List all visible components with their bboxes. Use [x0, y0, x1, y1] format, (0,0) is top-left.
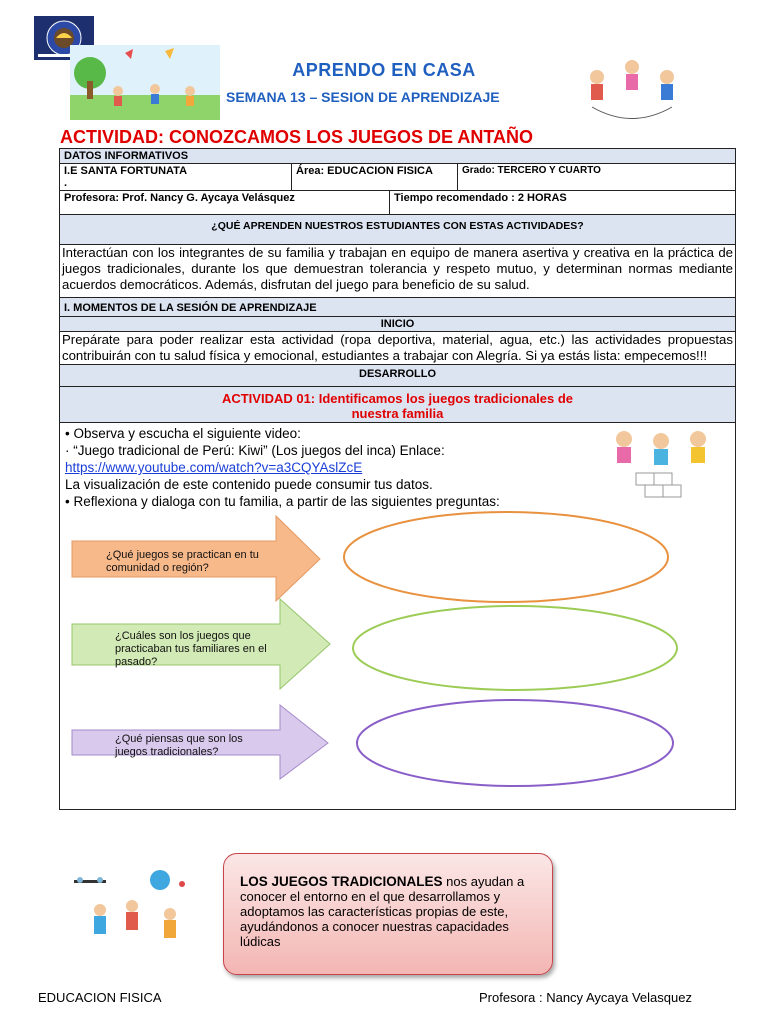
desarrollo-label: DESARROLLO: [60, 365, 736, 387]
activity-title: ACTIVIDAD: CONOZCAMOS LOS JUEGOS DE ANTAÑO: [60, 127, 534, 147]
data-usage-note: La visualización de este contenido puede consumir tus datos.: [65, 477, 433, 492]
footer-subject: EDUCACION FISICA: [38, 990, 162, 1005]
callout-bold: LOS JUEGOS TRADICIONALES: [240, 874, 443, 889]
area-cell: Área: EDUCACION FISICA: [292, 164, 458, 191]
grade-cell: Grado: TERCERO Y CUARTO: [458, 164, 736, 191]
video-link[interactable]: https://www.youtube.com/watch?v=a3CQYAslZcE: [65, 460, 363, 475]
moments-heading: I. MOMENTOS DE LA SESIÓN DE APRENDIZAJE: [60, 298, 736, 317]
reflect-bullet: • Reflexiona y dialoga con tu familia, a partir de las siguientes preguntas:: [65, 494, 500, 509]
activity-content: [60, 423, 736, 810]
answer-oval-2: [353, 606, 677, 690]
activity01-heading: [60, 387, 736, 423]
kids-ball-image: [70, 866, 190, 961]
datos-informativos-heading: DATOS INFORMATIVOS: [60, 149, 736, 164]
school-name: I.E SANTA FORTUNATA: [64, 165, 188, 177]
school-dot: .: [64, 177, 68, 189]
session-table: [59, 148, 736, 810]
footer-teacher: Profesora : Nancy Aycaya Velasquez: [479, 990, 692, 1005]
page-subtitle: SEMANA 13 – SESION DE APRENDIZAJE: [226, 89, 500, 105]
observe-bullet: • Observa y escucha el siguiente video:: [65, 426, 301, 441]
kids-playing-park-image: [70, 45, 220, 120]
activity01-line2: nuestra familia: [351, 406, 444, 421]
activity01-line1: ACTIVIDAD 01: Identificamos los juegos tradicionales de: [221, 391, 574, 406]
page-title: APRENDO EN CASA: [292, 60, 476, 80]
question-2-text: ¿Cuáles son los juegos que practicaban tus familiares en el pasado?: [115, 630, 267, 668]
learn-heading: ¿QUÉ APRENDEN NUESTROS ESTUDIANTES CON ESTAS ACTIVIDADES?: [60, 215, 736, 245]
video-title: · “Juego tradicional de Perú: Kiwi” (Los juegos del inca) Enlace:: [65, 443, 445, 458]
callout-box: [223, 853, 553, 975]
question-1-text: ¿Qué juegos se practican en tu comunidad o región?: [106, 549, 259, 574]
teacher-cell: Profesora: Prof. Nancy G. Aycaya Velásquez: [60, 191, 390, 215]
callout-text: [240, 874, 540, 949]
answer-oval-3: [357, 700, 673, 786]
inicio-text: Prepárate para poder realizar esta actividad (ropa deportiva, material, agua, etc.) las actividades propuestas contribuirán con tu salud física y emocional, estudiantes a trabajar con Alegría. Si ya estás lista: empecemos!!!: [60, 332, 736, 365]
answer-oval-1: [344, 512, 668, 602]
learn-text: Interactúan con los integrantes de su familia y trabajan en equipo de manera asertiva y creativa en la práctica de juegos tradicionales, durante los que demuestran tolerancia y respeto mutuo, y determinan normas mediante acuerdos democráticos. Además, disfrutan del juego para beneficio de su salud.: [60, 245, 736, 298]
time-cell: Tiempo recomendado : 2 HORAS: [390, 191, 736, 215]
school-cell: [60, 164, 292, 191]
inicio-label: INICIO: [60, 317, 736, 332]
callout-rest: nos ayudan a conocer el entorno en el que desarrollamos y adoptamos las características propias de este, ayudándonos a conocer nuestras capacidades lúdicas: [240, 874, 525, 949]
question-3-text: ¿Qué piensas que son los juegos tradicionales?: [115, 733, 243, 758]
